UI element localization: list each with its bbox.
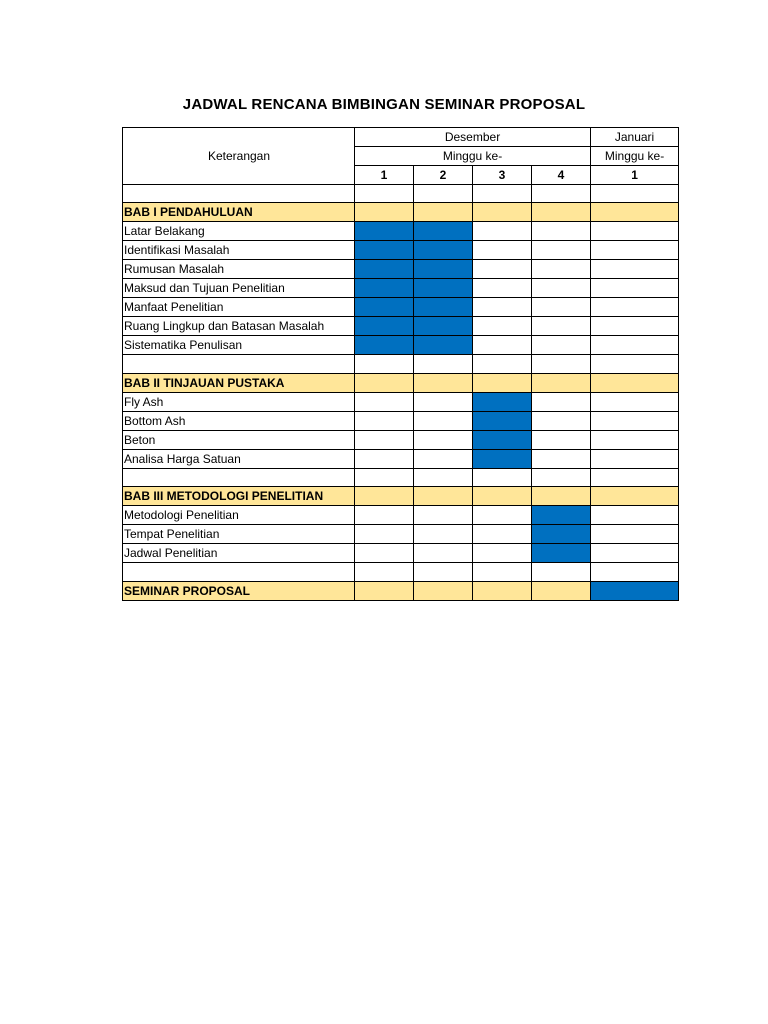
week-cell (591, 355, 679, 373)
scheduled-week-cell (355, 241, 414, 260)
week-cell (532, 581, 591, 600)
week-cell (532, 298, 591, 317)
week-cell (532, 203, 591, 222)
section-row (123, 487, 679, 506)
week-cell (591, 525, 679, 544)
week-cell (532, 241, 591, 260)
task-row (123, 260, 679, 279)
month-header-januari: Januari (591, 128, 679, 147)
week-cell (591, 506, 679, 525)
week-cell (355, 487, 414, 506)
scheduled-week-cell (414, 260, 473, 279)
week-cell (591, 411, 679, 430)
task-row (123, 336, 679, 355)
section-label: BAB I PENDAHULUAN (123, 203, 355, 222)
scheduled-week-cell (414, 279, 473, 298)
week-cell (591, 544, 679, 563)
scheduled-week-cell (473, 392, 532, 411)
task-label (123, 355, 355, 373)
task-label: Ruang Lingkup dan Batasan Masalah (123, 317, 355, 336)
task-label: Beton (123, 430, 355, 449)
task-label: Analisa Harga Satuan (123, 449, 355, 468)
week-cell (355, 544, 414, 563)
section-label: SEMINAR PROPOSAL (123, 581, 355, 600)
week-cell (532, 411, 591, 430)
week-cell (473, 355, 532, 373)
week-cell (473, 563, 532, 581)
week-cell (532, 468, 591, 486)
week-cell (355, 355, 414, 373)
week-cell (591, 241, 679, 260)
week-cell (591, 449, 679, 468)
week-cell (414, 392, 473, 411)
task-label: Manfaat Penelitian (123, 298, 355, 317)
task-label: Identifikasi Masalah (123, 241, 355, 260)
task-label (123, 563, 355, 581)
task-label (123, 185, 355, 203)
scheduled-week-cell (414, 317, 473, 336)
page-title: JADWAL RENCANA BIMBINGAN SEMINAR PROPOSAL (182, 96, 586, 113)
scheduled-week-cell (355, 222, 414, 241)
week-cell (532, 260, 591, 279)
scheduled-week-cell (414, 336, 473, 355)
scheduled-week-cell (473, 411, 532, 430)
task-row (123, 544, 679, 563)
task-label: Tempat Penelitian (123, 525, 355, 544)
week-cell (473, 525, 532, 544)
week-cell (355, 525, 414, 544)
week-number: 1 (355, 166, 414, 185)
scheduled-week-cell (532, 544, 591, 563)
week-cell (414, 203, 473, 222)
week-cell (355, 392, 414, 411)
scheduled-week-cell (355, 260, 414, 279)
week-cell (473, 260, 532, 279)
blank-row (123, 355, 679, 373)
task-row (123, 241, 679, 260)
week-cell (591, 203, 679, 222)
section-row (123, 373, 679, 392)
task-label: Latar Belakang (123, 222, 355, 241)
scheduled-week-cell (414, 241, 473, 260)
blank-row (123, 563, 679, 581)
task-row (123, 392, 679, 411)
task-label: Fly Ash (123, 392, 355, 411)
minggu-header-desember: Minggu ke- (355, 147, 591, 166)
task-row (123, 525, 679, 544)
week-cell (591, 392, 679, 411)
scheduled-week-cell (355, 298, 414, 317)
week-cell (414, 430, 473, 449)
week-cell (473, 506, 532, 525)
task-row (123, 317, 679, 336)
task-row (123, 506, 679, 525)
week-cell (473, 298, 532, 317)
week-cell (591, 222, 679, 241)
scheduled-week-cell (414, 298, 473, 317)
week-cell (532, 222, 591, 241)
task-label: Maksud dan Tujuan Penelitian (123, 279, 355, 298)
task-row (123, 430, 679, 449)
week-cell (473, 373, 532, 392)
week-cell (532, 279, 591, 298)
week-number: 4 (532, 166, 591, 185)
week-cell (591, 336, 679, 355)
task-label: Sistematika Penulisan (123, 336, 355, 355)
section-row (123, 203, 679, 222)
task-label (123, 468, 355, 486)
week-cell (473, 581, 532, 600)
task-row (123, 449, 679, 468)
week-cell (532, 430, 591, 449)
week-number: 3 (473, 166, 532, 185)
week-cell (473, 203, 532, 222)
week-cell (414, 544, 473, 563)
scheduled-week-cell (532, 525, 591, 544)
week-cell (532, 449, 591, 468)
week-cell (355, 506, 414, 525)
schedule-body (123, 185, 679, 601)
week-cell (355, 581, 414, 600)
week-number: 2 (414, 166, 473, 185)
week-cell (591, 260, 679, 279)
week-cell (532, 373, 591, 392)
week-cell (473, 241, 532, 260)
week-cell (591, 563, 679, 581)
week-cell (473, 279, 532, 298)
week-cell (414, 355, 473, 373)
task-row (123, 298, 679, 317)
week-cell (355, 411, 414, 430)
scheduled-week-cell (473, 430, 532, 449)
week-cell (414, 506, 473, 525)
week-cell (355, 185, 414, 203)
week-cell (414, 411, 473, 430)
month-header-desember: Desember (355, 128, 591, 147)
week-cell (591, 185, 679, 203)
task-row (123, 279, 679, 298)
week-cell (473, 222, 532, 241)
keterangan-header: Keterangan (123, 128, 355, 185)
scheduled-week-cell (355, 317, 414, 336)
week-cell (414, 487, 473, 506)
task-label: Bottom Ash (123, 411, 355, 430)
week-cell (591, 298, 679, 317)
minggu-header-januari: Minggu ke- (591, 147, 679, 166)
week-cell (414, 581, 473, 600)
scheduled-week-cell (355, 336, 414, 355)
week-cell (355, 430, 414, 449)
task-row (123, 411, 679, 430)
task-label: Rumusan Masalah (123, 260, 355, 279)
blank-row (123, 185, 679, 203)
week-cell (414, 449, 473, 468)
week-number: 1 (591, 166, 679, 185)
week-cell (473, 185, 532, 203)
scheduled-week-cell (473, 449, 532, 468)
week-cell (414, 468, 473, 486)
section-label: BAB II TINJAUAN PUSTAKA (123, 373, 355, 392)
week-cell (414, 373, 473, 392)
week-cell (532, 355, 591, 373)
week-cell (532, 487, 591, 506)
week-cell (473, 468, 532, 486)
week-cell (414, 563, 473, 581)
week-cell (355, 373, 414, 392)
scheduled-week-cell (355, 279, 414, 298)
week-cell (532, 563, 591, 581)
section-row (123, 581, 679, 600)
week-cell (591, 317, 679, 336)
scheduled-week-cell (414, 222, 473, 241)
scheduled-week-cell (591, 581, 679, 600)
week-cell (473, 544, 532, 563)
week-cell (532, 392, 591, 411)
week-cell (473, 317, 532, 336)
task-row (123, 222, 679, 241)
schedule-table (122, 127, 679, 601)
week-cell (591, 279, 679, 298)
week-cell (591, 487, 679, 506)
week-cell (591, 430, 679, 449)
header-row-months (123, 128, 679, 147)
week-cell (355, 203, 414, 222)
week-cell (355, 449, 414, 468)
week-cell (591, 373, 679, 392)
week-cell (532, 185, 591, 203)
blank-row (123, 468, 679, 486)
week-cell (532, 317, 591, 336)
week-cell (414, 525, 473, 544)
scheduled-week-cell (532, 506, 591, 525)
week-cell (414, 185, 473, 203)
week-cell (355, 563, 414, 581)
task-label: Metodologi Penelitian (123, 506, 355, 525)
week-cell (591, 468, 679, 486)
week-cell (355, 468, 414, 486)
section-label: BAB III METODOLOGI PENELITIAN (123, 487, 355, 506)
week-cell (473, 336, 532, 355)
week-cell (532, 336, 591, 355)
task-label: Jadwal Penelitian (123, 544, 355, 563)
week-cell (473, 487, 532, 506)
